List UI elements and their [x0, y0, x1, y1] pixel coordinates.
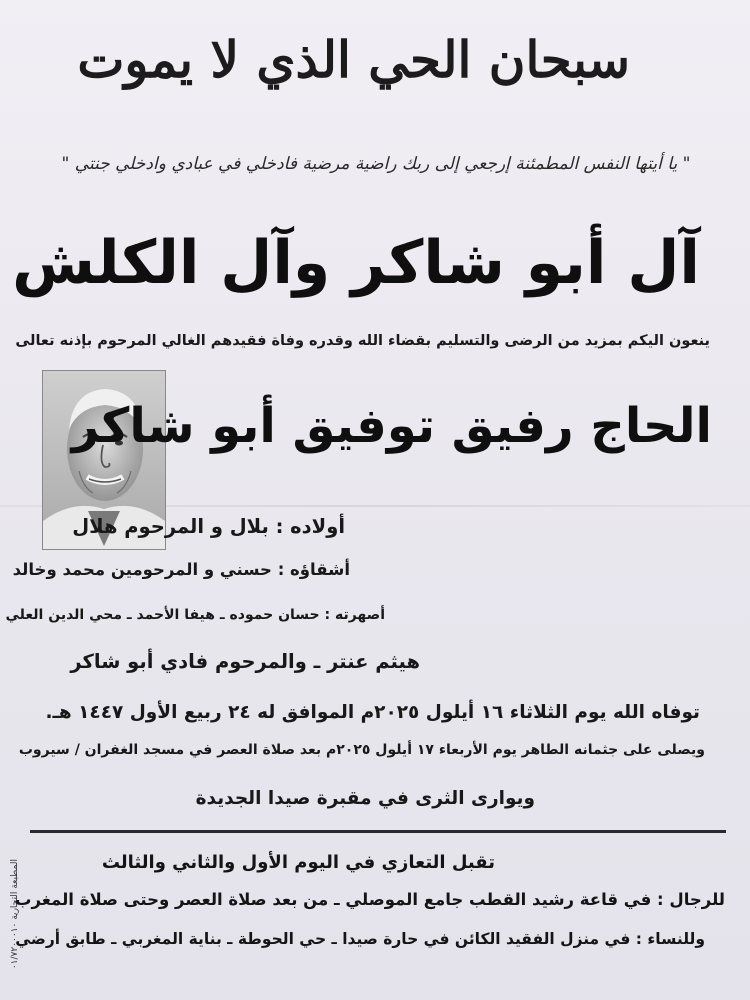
inlaws-line-1: أصهرته : حسان حموده ـ هيفا الأحمد ـ محي الدين العلي — [5, 607, 385, 623]
deceased-name: الحاج رفيق توفيق أبو شاكر — [71, 398, 712, 454]
printer-note: المطبعة التجارية ٠١/٧٢٠٠٠١٠ — [10, 859, 20, 970]
inlaws-line-2: هيثم عنتر ـ والمرحوم فادي أبو شاكر — [70, 650, 420, 673]
sons-line: أولاده : بلال و المرحوم هلال — [72, 515, 345, 538]
announcement-intro: ينعون اليكم بمزيد من الرضى والتسليم بقضاء الله وقدره وفاة فقيدهم الغالي المرحوم بإذنه تعالى — [15, 333, 710, 349]
header-calligraphy: سبحان الحي الذي لا يموت — [77, 30, 630, 89]
condolences-title: تقبل التعازي في اليوم الأول والثاني والثالث — [101, 852, 495, 873]
death-date-line: توفاه الله يوم الثلاثاء ١٦ أيلول ٢٠٢٥م الموافق له ٢٤ ربيع الأول ١٤٤٧ هـ. — [45, 702, 700, 723]
burial-line: ويوارى الثرى في مقبرة صيدا الجديدة — [195, 788, 535, 809]
quran-verse: " يا أيتها النفس المطمئنة إرجعي إلى ربك راضية مرضية فادخلي في عبادي وادخلي جنتي " — [61, 154, 691, 174]
condolences-women: وللنساء : في منزل الفقيد الكائن في حارة صيدا ـ حي الحوطة ـ بناية المغربي ـ طابق أرضي — [15, 930, 705, 948]
family-names: آل أبو شاكر وآل الكلش — [12, 228, 700, 298]
funeral-prayer-line: ويصلى على جثمانه الطاهر يوم الأربعاء ١٧ أيلول ٢٠٢٥م بعد صلاة العصر في مسجد الغفران / سيروب — [18, 742, 705, 758]
condolences-men: للرجال : في قاعة رشيد القطب جامع الموصلي ـ من بعد صلاة العصر وحتى صلاة المغرب — [14, 890, 725, 909]
section-divider — [30, 830, 726, 833]
brothers-line: أشقاؤه : حسني و المرحومين محمد وخالد — [12, 560, 350, 579]
